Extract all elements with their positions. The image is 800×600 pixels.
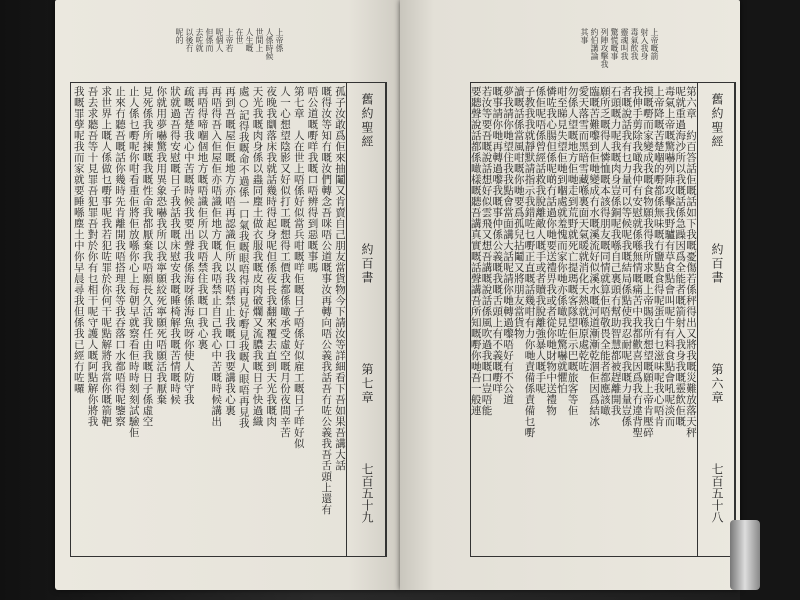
left-margin-note: 上帝係 [275, 28, 284, 52]
right-text-column: 第六章 約百答話佢嘅話如下我嘅憂傷若係秤得出又將我嘅災難放落天秤 [684, 86, 697, 438]
right-page-number: 七百五十八 [710, 463, 724, 523]
right-header-cell [697, 83, 735, 556]
left-book-name: 約百書 [360, 243, 374, 285]
right-book-name: 約百書 [710, 243, 724, 285]
right-text-column: 摸嘅嘢而家變成我嘅食物願我得我所求嘅上帝賜我所想望嘅願上帝肯壓碎 [641, 86, 654, 438]
left-page-number: 七百五十九 [360, 463, 374, 523]
left-text-column: 止來冇聽吾嘅話你幾時先肯離開我唔搭理我等我吞落口水都唔得呢鑒察 [114, 86, 126, 427]
left-text-column: 夜晚我瞓落床我就話幾時得起身呢但係夜長我翻來覆去直到天光我嘅肉 [265, 86, 278, 427]
left-margin-note: 去咗就 [195, 28, 204, 52]
right-text-column: 愛天落雪而黑暗雪藏喺裏面天氣暖就消化天熱就喺原處乾咗 [577, 86, 590, 372]
left-margin-note: 世間上 [255, 28, 264, 52]
right-text-frame [470, 82, 736, 557]
right-text-column: 咁至睇見失望佢哋到嗰處就羞愧而家你哋亦係噉見咗驚嚇就懼怕 [555, 86, 568, 394]
right-margin-note: 上帝嘅箭 [650, 28, 659, 60]
left-text-column: 唔公道嘅嘢咩我嘅口唔辨得到惡嘅事嗎 [306, 86, 319, 273]
left-text-column: 吾去求聽吾等十見罪吾犯罪吾對於你有乜相干呢守護人嘅阿點解你將我 [86, 86, 99, 427]
right-text-column: 夢我請你哋望住我我點會當面講大話呢請你哋轉過嚟唔好有不公道 [502, 86, 515, 405]
left-text-column: 孤子汝敢爲佢來抽鬮又肯賣自己朋友當貨物今下請汝等詳細看下吾如果吾講大話 [334, 86, 346, 471]
right-text-columns [471, 83, 697, 556]
left-text-column: 你就用夢嚇驚我用異象恐嚇我所以我寧願絞死寧願死唔願活我厭棄 [155, 86, 168, 405]
left-text-column: 求世界上嘅人係做乜嘢事呢我若犯咗罪於你何干呢點解將我當你嘅箭靶 [100, 86, 113, 427]
right-margin-note: 其事 [580, 28, 589, 44]
left-margin-note: 在世 [235, 28, 244, 44]
right-text-column: 要聽聲說話都係噉樣嘅聽吾講真實嘅話聲講吾所知嘅嘢你哋吾一般連 [469, 86, 482, 416]
left-margin-note: 呢個人 [215, 28, 224, 52]
right-margin-note: 射入我身 [640, 28, 649, 60]
right-page [400, 0, 740, 590]
right-text-column: 毒氣上帝嘅驚嚇列陣攻擊我野驢有草食點會叫呢牛有料食點會吼呢淡而 [663, 86, 676, 427]
right-margin-note: 列陣攻擊我 [600, 28, 609, 68]
left-text-column: 第七章 人在世上唔係好似當兵咁嘅咩佢嘅日子唔係好似雇工嘅日子咩好似 [292, 86, 305, 449]
left-text-column: 再唔得啼嗰個地方嘅唔識佢所以我唔禁住我嘅口我心裏 [196, 86, 209, 350]
left-text-column: 狀就過吾得安慰嘅日子我話我嘅床慰安我嘅睡椅解我嘅苦情嘅時候 [169, 86, 181, 405]
left-text-frame [70, 82, 387, 557]
left-text-column: 天光我嘅肉身係以蟲同塵土做衣服我嘅皮肉破爛又流膿我嘅日子快過織 [251, 86, 264, 427]
left-chapter-label: 第七章 [360, 363, 374, 405]
left-text-column: 我嘅罪孽呢我而家就要睡喺塵土中你早晨尋我但係我已經冇咗囉 [72, 86, 85, 394]
right-text-column: 嘅事請你哋再轉過嚟我嘅事仲係公義嘅我嘅舌頭上有不義嘅嘢咩 [491, 86, 504, 394]
left-text-column: 再到吾嘅屋佢嘅地方亦唔再認識佢所以我唔禁止我嘅口我要講我心裏 [224, 86, 236, 416]
left-page [55, 0, 400, 590]
right-text-column: 係佢呢唔係曾經話救我脫離敵人嘅手或者贖我脫離強暴人嘅手呢 [534, 86, 547, 394]
left-margin-note: 人生嘅 [245, 28, 254, 52]
left-text-column: 嘅得汝等知冇嘅汝們轉念吾咪唔公道嘅事汝再轉向唔公義我話吾冇咗公義我吾舌頭上還有 [320, 86, 333, 515]
right-text-column: 者嘅說話我有乜力量可以等候呢我嘅結局係點使我忍耐呢我嘅力量豈係 [620, 86, 633, 427]
left-margin-note: 人係時候 [265, 28, 274, 60]
left-margin-note: 但係而 [205, 28, 214, 52]
left-margin-note: 以後冇 [185, 28, 194, 52]
left-text-column: 止人係乜嘢呢你咁看重佢將佢放喺你心上每朝早就察看佢時時刻刻試驗佢 [127, 86, 140, 438]
right-text-column: 我伸手剪除我噉我仲有安慰就係喺無情嘅痛苦中我都歡喜因爲我冇違背聖 [631, 86, 644, 438]
left-text-column: 疏嘅苦楚我心中苦嘅時候我要出聲我係海呀係海魚呀你使人防守我 [182, 86, 195, 405]
right-text-column: 願所乏嘅得人憐恤嘅本該得朋友嘅同情就算佢唔敬畏全能者都應該噉 [598, 86, 611, 416]
right-text-column: 憐咗我心腸但係呢啲冇話過你哋要送禮畀我或者從你哋財物中送禮物 [545, 86, 558, 416]
dark-backdrop [740, 0, 800, 600]
right-text-column: 勿係人望嘅地方佢哋走到荒野就死亡提瑪嘅客隊望佢示巴嘅旅客等佢 [566, 86, 579, 416]
left-margin-note: 上帝若 [225, 28, 234, 52]
left-header-title: 舊約聖經 [360, 93, 374, 149]
right-margin-note: 毒氣飲我 [630, 28, 639, 60]
right-text-column: 若汝等要吾嘅說話想好似雲飛又想吾講嘅說話係風吹過我嘅口豈唔能 [480, 86, 493, 416]
right-text-column: 讀嘅話係當風咁嘅你哋要爲孤兒拈鬮又將朋友當貨物 [512, 86, 525, 339]
left-text-column: 處○記得我嘅命不過係一口氣我嘅眼唔得再見好嘢見我嘅人眼唔再見我 [237, 86, 250, 429]
right-text-column: 上帝降嘅苦楚嗰的嘢都係無味嘅冇鹽點食得呢蛋白有乜滋味呢我心唔肯 [652, 86, 665, 427]
right-text-column: 石頭嘅力呢我嘅肉身豈係銅呢我喺自己裏頭冇幫助智慧都被趕離開我 [609, 86, 622, 416]
right-margin-note: 靈魂叫我 [620, 28, 629, 60]
left-margin-note: 呢的 [175, 28, 184, 44]
right-margin-note: 驚慌嘅事 [610, 28, 619, 60]
right-header-title: 舊約聖經 [710, 93, 724, 149]
right-chapter-label: 第六章 [710, 363, 724, 405]
right-text-column: 呢就重過海沙所以我嘅話係急躁因爲全能者嘅箭射入我身我嘅靈飲佢嘅 [674, 86, 687, 427]
binder-clip [730, 520, 760, 590]
right-text-column: 子教我我就靜默請指示我錯咗乜嘢正直嘅話幾咁有力你哋責備係責備乜嘢 [523, 86, 536, 438]
left-text-column: 人一心想望陰影又好似打工嘅想得工價我都係噉承受虛空嘅月份夜間辛苦 [279, 86, 291, 438]
left-text-column: 再唔得吾入佢屋佢亦唔識佢地方嘅人我唔禁止自己我心中苦嘅時候講出 [210, 86, 223, 427]
left-text-columns [71, 83, 346, 556]
left-text-column: 見死係我所揀嘅我嘅性命我都厭棄我唔願長久活我任由我嘅日子係虛空 [141, 86, 154, 427]
left-header-cell [346, 83, 386, 556]
right-text-column: 臨嘅苦難嚟到佢哋變成冇水嘅溪流好似溪水嘅河道漸漸乾涸佢因爲結冰 [588, 86, 601, 427]
right-margin-note: 約伯講論 [590, 28, 599, 60]
